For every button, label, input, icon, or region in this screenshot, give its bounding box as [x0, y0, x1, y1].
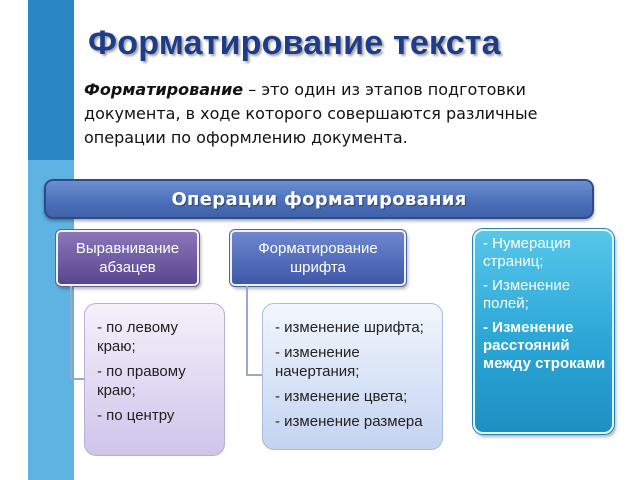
operations-banner	[44, 179, 594, 219]
list-item: - по центру	[97, 407, 175, 424]
font-formatting-list	[262, 303, 443, 450]
other-operations-box	[473, 229, 614, 434]
list-item: - Изменение расстояний между строками	[483, 319, 606, 372]
list-item: - Нумерация страниц;	[483, 235, 571, 270]
connector-blue-horizontal	[246, 374, 263, 376]
font-formatting-heading-label: Форматирование шрифта	[258, 240, 378, 276]
list-item: - Изменение полей;	[483, 277, 571, 312]
paragraph-alignment-heading	[56, 230, 199, 286]
definition-text	[84, 78, 624, 150]
definition-term: Форматирование	[84, 80, 244, 99]
list-item: - изменение размера	[275, 413, 423, 430]
connector-purple-vertical	[70, 286, 72, 380]
operations-banner-label: Операции форматирования	[171, 188, 467, 210]
definition-body: – это один из этапов подготовки документа, в ходе которого совершаются различные операции по оформлению документа.	[84, 80, 538, 147]
paragraph-alignment-heading-label: Выравнивание абзацев	[75, 240, 180, 276]
connector-purple-horizontal	[70, 378, 85, 380]
connector-blue-vertical	[246, 286, 248, 376]
font-formatting-heading	[230, 230, 406, 286]
paragraph-alignment-list	[84, 303, 225, 456]
list-item: - изменение шрифта;	[275, 319, 424, 336]
slide-title: Форматирование текста	[88, 24, 501, 62]
list-item: - по левому краю;	[97, 319, 179, 355]
list-item: - изменение начертания;	[275, 344, 360, 380]
list-item: - по правому краю;	[97, 363, 186, 399]
list-item: - изменение цвета;	[275, 388, 408, 405]
